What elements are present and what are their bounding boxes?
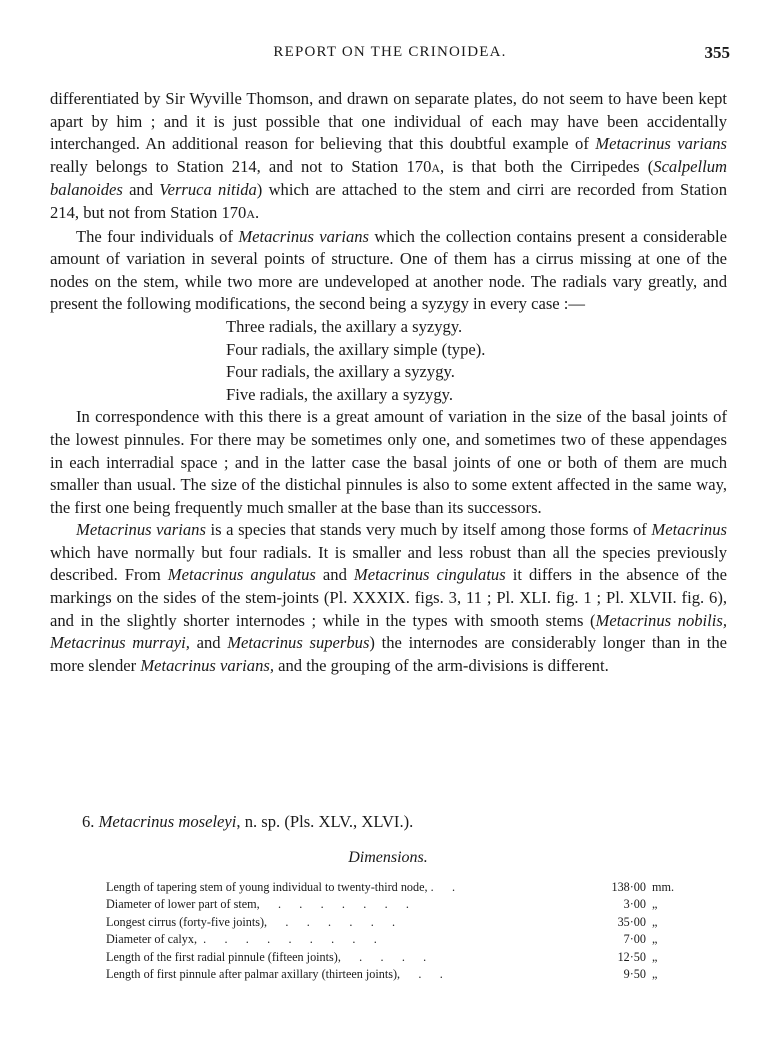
list-item: Five radials, the axillary a syzygy. [226, 384, 454, 404]
table-row: Length of first pinnule after palmar axillary (thirteen joints), . . 9·50 „ [106, 967, 658, 982]
page-header [50, 44, 730, 68]
dimensions-title: Dimensions. [348, 849, 428, 866]
table-row: Diameter of calyx, . . . . . . . . . 7·00 „ [106, 932, 658, 947]
page-number: 355 [704, 43, 730, 62]
paragraph-2: The four individuals of Metacrinus varians which the collection contains present a considerable amount of variation in several points of structure. One of them has a cirrus missing at one of the nodes on the stem, while two more are undeveloped at another node. The radials vary greatly, and present the following modifications, the second being a syzygy in every case :— [50, 226, 727, 314]
table-row: Diameter of lower part of stem, . . . . . . . 3·00 „ [106, 897, 658, 912]
table-row: Length of tapering stem of young individual to twenty-third node, . . 138·00 mm. [106, 880, 675, 894]
list-item: Three radials, the axillary a syzygy. [226, 316, 463, 336]
paragraph-4: Metacrinus varians is a species that stands very much by itself among those forms of Metacrinus which have normally but four radials. It is smaller and less robust than all the species previously described. From Metacrinus angulatus and Metacrinus cingulatus it differs in the absence of the markings on the sides of the stem-joints (Pl. XXXIX. figs. 3, 11 ; Pl. XLI. fig. 1 ; Pl. XLVII. fig. 6), and in the slightly shorter internodes ; while in the types with smooth stems (Metacrinus nobilis, Metacrinus murrayi, and Metacrinus superbus) the internodes are considerably longer than in the more slender Metacrinus varians, and the grouping of the arm-divisions is different. [50, 520, 728, 675]
table-row: Length of the first radial pinnule (fifteen joints), . . . . 12·50 „ [106, 949, 658, 964]
body-text [50, 88, 727, 677]
dimensions-table [106, 879, 686, 983]
paragraph-3: In correspondence with this there is a great amount of variation in the size of the basal joints of the lowest pinnules. For there may be sometimes only one, and sometimes two of these appendages in each interradial space ; and in the latter case the basal joints of one or both of them are much smaller than usual. The size of the distichal pinnules is also to some extent affected in the same way, the first one being frequently much smaller at the base than its successors. [50, 407, 727, 517]
list-item: Four radials, the axillary simple (type). [226, 339, 486, 359]
table-row: Longest cirrus (forty-five joints), . . . . . . 35·00 „ [106, 914, 658, 929]
list-item: Four radials, the axillary a syzygy. [226, 362, 455, 382]
section-heading: 6. Metacrinus moseleyi, n. sp. (Pls. XLV., XLVI.). [82, 812, 414, 831]
paragraph-1: differentiated by Sir Wyville Thomson, and drawn on separate plates, do not seem to have been kept apart by him ; and it is just possible that one individual of each may have been accidentally interchanged. An additional reason for believing that this doubtful example of Metacrinus varians really belongs to Station 214, and not to Station 170A, is that both the Cirripedes (Scalpellum balanoides and Verruca nitida) which are attached to the stem and cirri are recorded from Station 214, but not from Station 170A. [50, 89, 728, 222]
radial-modifications-list [226, 316, 727, 406]
running-title: REPORT ON THE CRINOIDEA. [273, 44, 507, 60]
